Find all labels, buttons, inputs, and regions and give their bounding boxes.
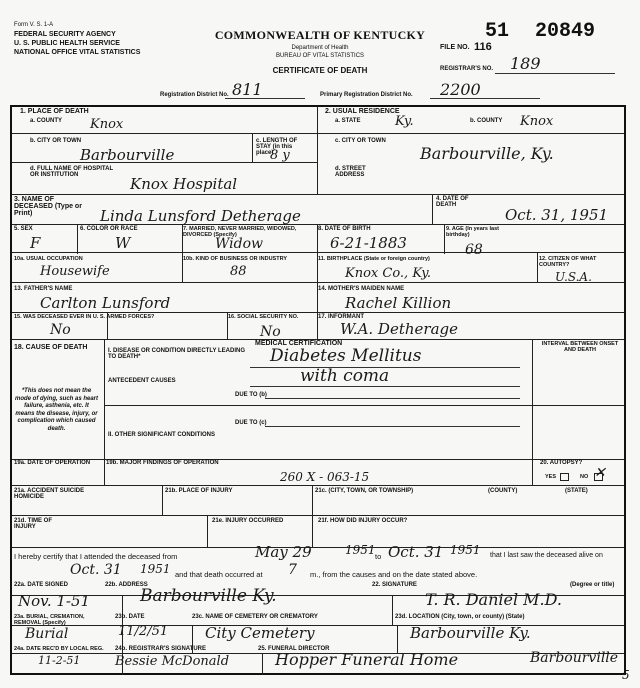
race-value: W [115,234,131,252]
medical-section-label: MEDICAL CERTIFICATION [255,340,343,347]
stamp-year: 51 [485,20,510,43]
agency-line: FEDERAL SECURITY AGENCY [14,31,116,38]
agency-line: U. S. PUBLIC HEALTH SERVICE [14,40,120,47]
length-of-stay-label: c. LENGTH OF STAY (in this place) [256,138,298,156]
last-alive-date: Oct. 31 [70,562,122,578]
date-received-value: 11-2-51 [38,654,81,667]
residence-city-value: Barbourville, Ky. [420,144,554,163]
usual-residence-label: 2. USUAL RESIDENCE [325,108,400,115]
residence-city-label: c. CITY OR TOWN [335,138,386,144]
registrar-no-value: 189 [510,54,541,73]
injury-occurred-label: 21e. INJURY OCCURRED [212,518,284,524]
autopsy-no-label: NO [580,474,589,480]
attended-to-year: 1951 [450,543,481,557]
department-line: Department of Health [291,45,349,51]
operation-date-label: 19a. DATE OF OPERATION [14,460,91,466]
veteran-value: No [50,322,71,338]
due-to-b-label: DUE TO (b) [235,392,267,398]
attended-from-date: May 29 [255,543,312,561]
residence-county-label: b. COUNTY [470,118,503,124]
mother-value: Rachel Killion [345,294,452,312]
cert-statement-3: and that death occurred at [175,570,263,579]
deceased-name-label: 3. NAME OF DECEASED (Type or Print) [14,196,82,217]
findings-label: 19b. MAJOR FINDINGS OF OPERATION [106,460,219,466]
informant-value: W.A. Detherage [340,320,458,338]
injury-city-label: 21c. (CITY, TOWN, OR TOWNSHIP) [315,488,414,494]
death-county-label: a. COUNTY [30,118,63,124]
accident-label: 21a. ACCIDENT SUICIDE HOMICIDE [14,488,85,500]
birthplace-label: 11. BIRTHPLACE (State or foreign country) [318,256,430,262]
ss-label: 16. SOCIAL SECURITY NO. [228,314,299,320]
form-number: Form V. S. 1-A [14,22,54,28]
birthplace-value: Knox Co., Ky. [345,266,431,281]
injury-county-label: (COUNTY) [488,488,518,494]
injury-state-label: (STATE) [565,488,588,494]
date-signed-value: Nov. 1-51 [18,592,91,610]
sex-label: 5. SEX [14,226,33,232]
burial-location-label: 23d. LOCATION (City, town, or county) (State) [395,614,525,620]
cert-to-label: to [375,552,382,561]
injury-time-label: 21d. TIME OF INJURY [14,518,53,530]
hospital-label: d. FULL NAME OF HOSPITAL OR INSTITUTION [30,166,113,178]
funeral-director-label: 25. FUNERAL DIRECTOR [258,646,330,652]
burial-location-value: Barbourville Ky. [410,624,531,642]
sex-value: F [30,234,41,252]
cemetery-value: City Cemetery [205,624,315,642]
certificate-title: CERTIFICATE OF DEATH [272,66,368,75]
veteran-label: 15. WAS DECEASED EVER IN U. S. ARMED FORCES? [14,314,155,320]
age-value: 68 [465,242,483,258]
injury-how-label: 21f. HOW DID INJURY OCCUR? [318,518,408,524]
father-label: 13. FATHER'S NAME [14,286,73,292]
residence-state-value: Ky. [395,114,414,129]
marital-label: 7. MARRIED, NEVER MARRIED, WIDOWED, DIVORCED (Specify) [183,226,297,238]
place-of-death-label: 1. PLACE OF DEATH [20,108,89,115]
last-alive-year: 1951 [140,562,171,576]
burial-date-label: 23b. DATE [115,614,145,620]
disposal-value: Burial [25,626,69,642]
registrar-no-label: REGISTRAR'S NO. [440,66,494,72]
document-title: COMMONWEALTH OF KENTUCKY [214,28,426,42]
marital-value: Widow [215,236,263,252]
cert-statement-4: m., from the causes and on the date stated above. [310,570,478,579]
industry-value: 88 [230,264,247,279]
autopsy-yes-label: YES [545,474,557,480]
signature-label: 22. SIGNATURE [372,582,417,588]
death-county-value: Knox [90,117,124,132]
cert-address-value: Barbourville Ky. [140,586,277,606]
cause-line-2: with coma [300,366,390,386]
burial-date-value: 11/2/51 [118,624,169,639]
bureau-line: BUREAU OF VITAL STATISTICS [275,53,365,59]
primary-reg-label: Primary Registration District No. [320,92,413,98]
hospital-value: Knox Hospital [130,175,238,193]
date-of-death-value: Oct. 31, 1951 [505,206,609,224]
degree-label: (Degree or title) [570,582,615,588]
file-no-value: 116 [474,41,492,53]
ss-value: No [260,324,281,340]
age-label: 9. AGE (In years last birthday) [446,226,499,238]
autopsy-yes-checkbox[interactable] [560,473,569,481]
registrar-signature-label: 24b. REGISTRAR'S SIGNATURE [115,646,206,652]
cert-statement-2: that I last saw the deceased alive on [490,552,603,559]
primary-reg-value: 2200 [440,80,481,99]
birth-value: 6-21-1883 [330,234,407,252]
residence-county-value: Knox [520,114,554,129]
citizen-label: 12. CITIZEN OF WHAT COUNTRY? [539,256,597,268]
industry-label: 10b. KIND OF BUSINESS OR INDUSTRY [183,256,288,262]
cause-line-1: Diabetes Mellitus [270,346,422,366]
residence-state-label: a. STATE [335,118,361,124]
cert-address-label: 22b. ADDRESS [105,582,148,588]
citizen-value: U.S.A. [555,270,592,284]
autopsy-label: 20. AUTOPSY? [540,460,583,466]
agency-block [14,30,140,57]
funeral-director-value: Hopper Funeral Home [275,650,459,669]
mother-label: 14. MOTHER'S MAIDEN NAME [318,286,405,292]
disposal-label: 23a. BURIAL, CREMATION, REMOVAL (Specify) [14,614,85,626]
date-of-death-label: 4. DATE OF DEATH [436,196,469,208]
occupation-label: 10a. USUAL OCCUPATION [14,256,83,262]
agency-line: NATIONAL OFFICE VITAL STATISTICS [14,49,141,56]
attended-to-date: Oct. 31 [388,543,444,561]
antecedent-label: ANTECEDENT CAUSES [108,378,176,384]
interval-label: INTERVAL BETWEEN ONSET AND DEATH [541,341,619,353]
due-to-c-label: DUE TO (c) [235,420,267,426]
registrar-signature: Bessie McDonald [115,654,230,669]
immediate-cause-label: I. DISEASE OR CONDITION DIRECTLY LEADING TO DEATH* [108,348,246,360]
findings-code: 260 X - 063-15 [280,470,370,484]
corner-mark: 5 [622,668,630,682]
date-received-label: 24a. DATE REC'D BY LOCAL REG. [14,646,104,652]
cert-statement-1: I hereby certify that I attended the deceased from [14,552,178,561]
birth-label: 8. DATE OF BIRTH [318,226,371,232]
funeral-director-address: Barbourville [530,650,619,666]
reg-district-value: 811 [232,80,263,99]
informant-label: 17. INFORMANT [318,314,365,320]
death-city-value: Barbourville [80,146,175,164]
stamp-number: 20849 [535,20,596,43]
physician-signature: T. R. Daniel M.D. [425,590,562,609]
other-conditions-label: II. OTHER SIGNIFICANT CONDITIONS [108,432,216,438]
death-city-label: b. CITY OR TOWN [30,138,82,144]
occupation-value: Housewife [40,264,110,279]
father-value: Carlton Lunsford [40,294,171,312]
deceased-name-value: Linda Lunsford Detherage [100,207,301,225]
cause-of-death-label: 18. CAUSE OF DEATH [14,344,88,351]
street-address-label: d. STREET ADDRESS [335,166,366,178]
race-label: 6. COLOR OR RACE [80,226,138,232]
cemetery-label: 23c. NAME OF CEMETERY OR CREMATORY [192,614,318,620]
reg-district-label: Registration District No. [160,92,229,98]
injury-place-label: 21b. PLACE OF INJURY [165,488,233,494]
autopsy-no-mark: ✕ [594,465,606,481]
date-signed-label: 22a. DATE SIGNED [14,582,68,588]
length-of-stay-value: 8 y [270,148,290,163]
cause-note: *This does not mean the mode of dying, such as heart failure, asthenia, etc. It means the disease, injury, or complication which caused death. [14,388,98,432]
attended-from-year: 1951 [345,543,376,557]
file-no-label: FILE NO. [440,44,470,51]
death-time-value: 7 [288,562,297,578]
